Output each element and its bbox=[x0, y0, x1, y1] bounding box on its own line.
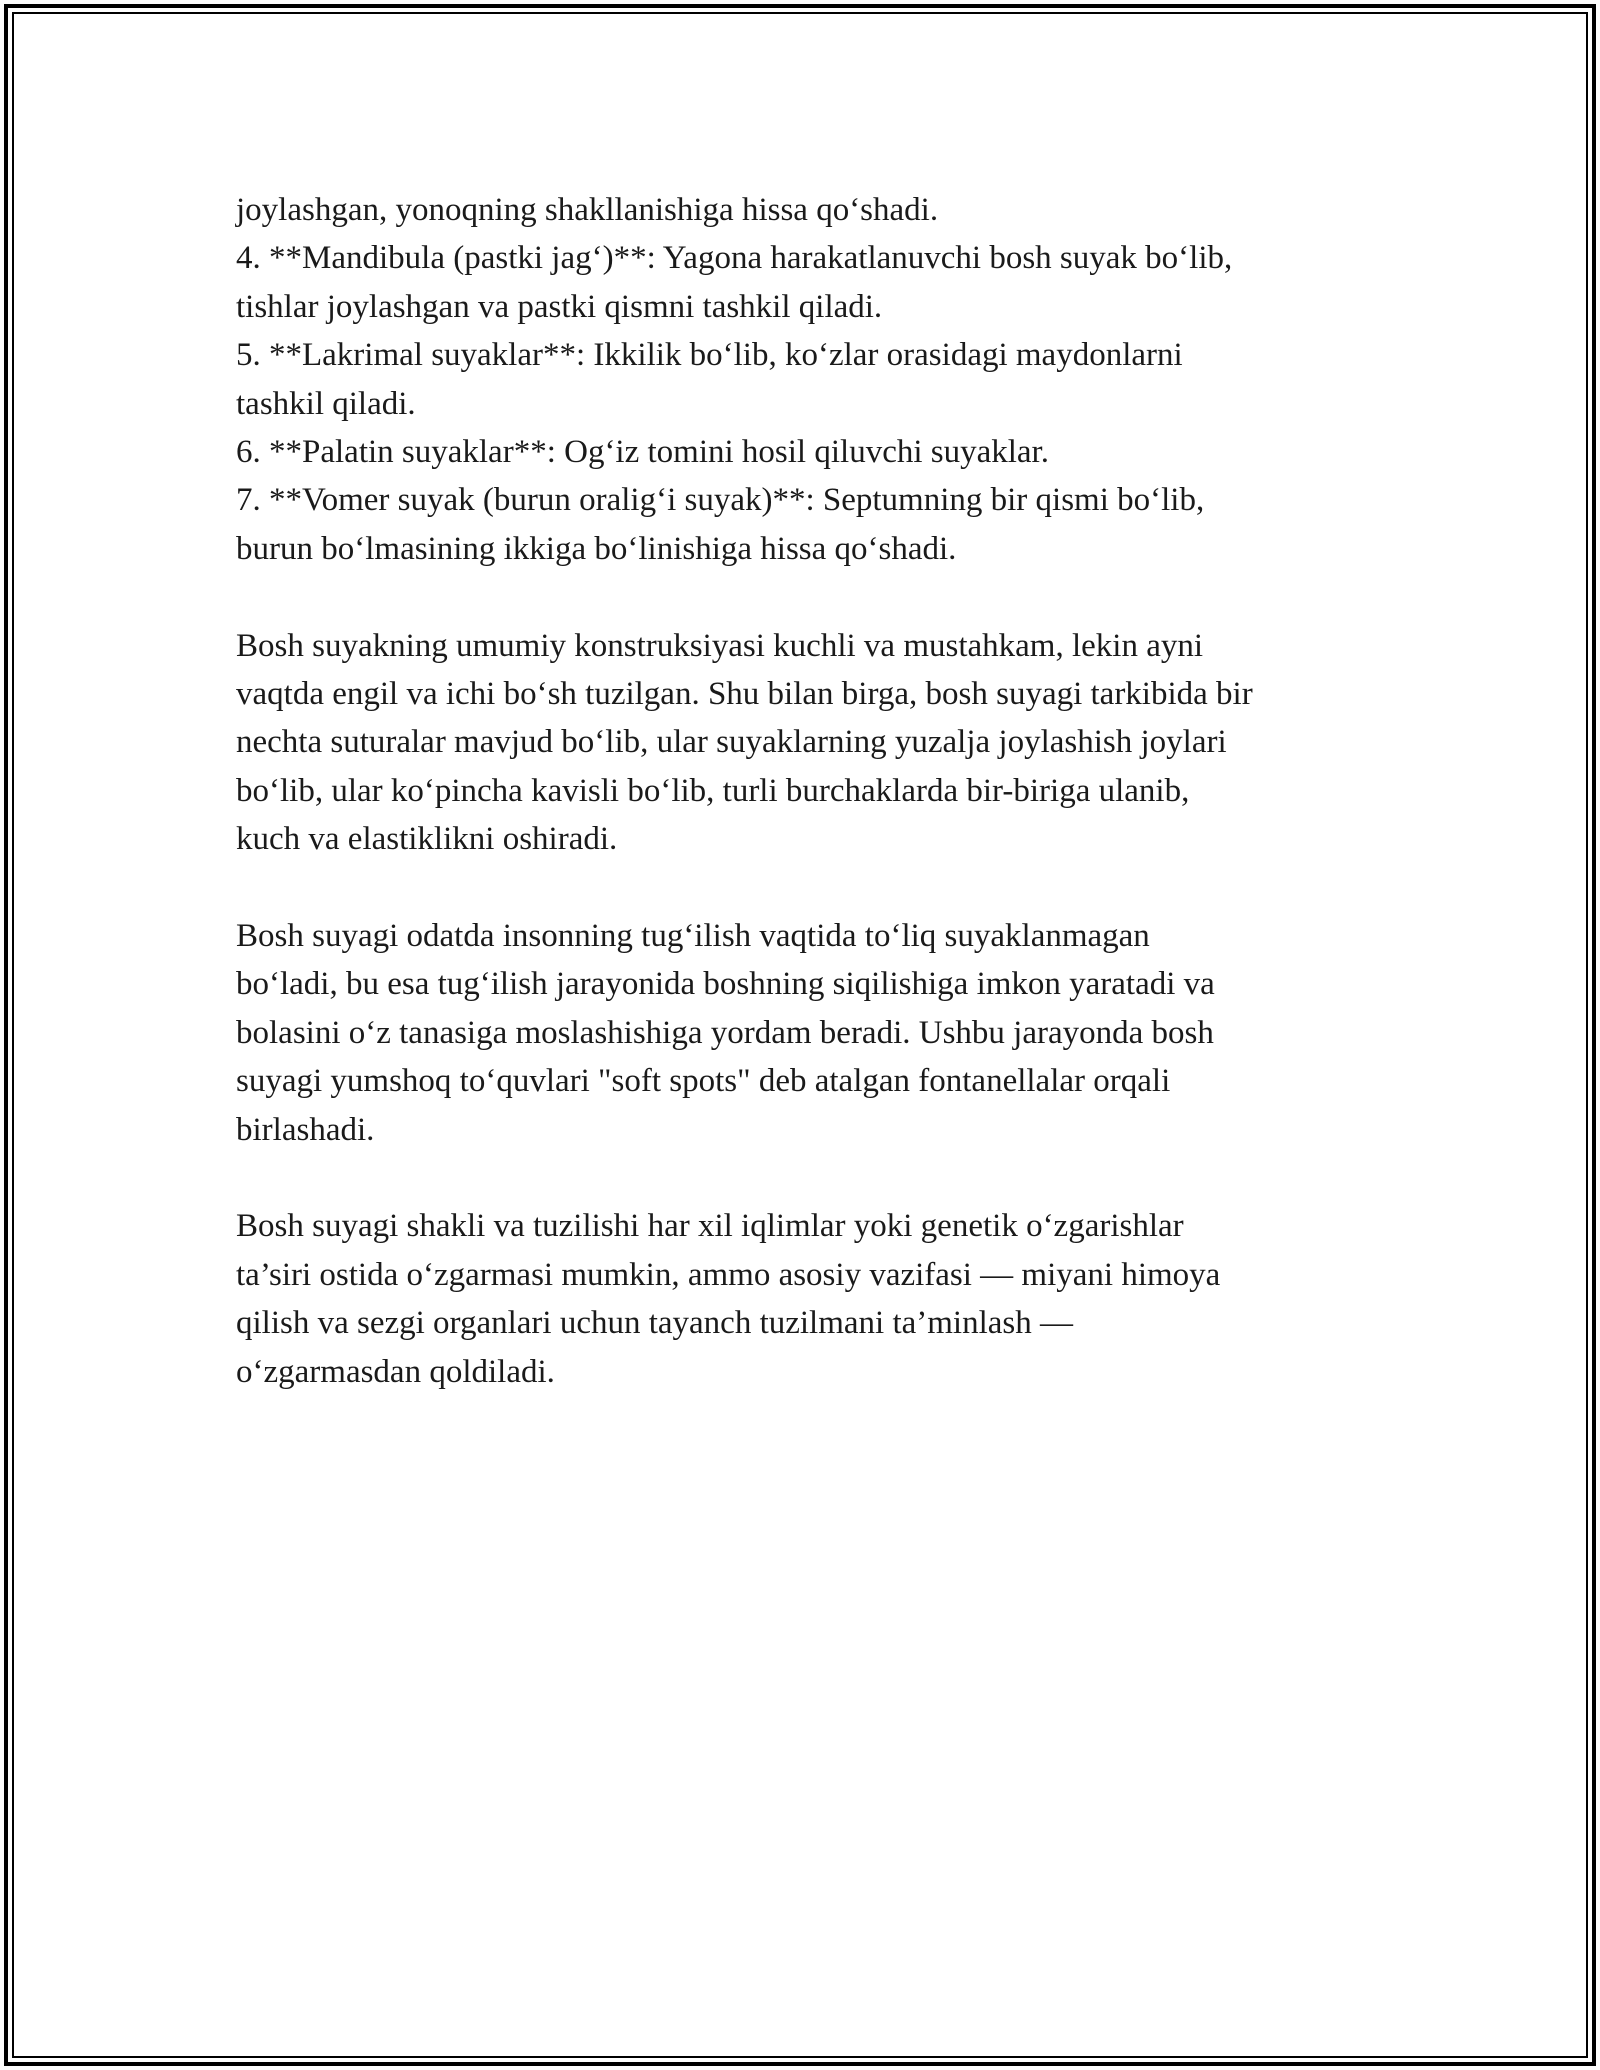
text-line: kuch va elastiklikni oshiradi. bbox=[236, 821, 618, 858]
paragraph-gap bbox=[236, 573, 1416, 621]
text-line: qilish va sezgi organlari uchun tayanch tuzilmani ta’minlash — bbox=[236, 1305, 1074, 1342]
text-line: bolasini o‘z tanasiga moslashishiga yordam beradi. Ushbu jarayonda bosh bbox=[236, 1014, 1214, 1051]
text-line: 5. **Lakrimal suyaklar**: Ikkilik bo‘lib, ko‘zlar orasidagi maydonlarni bbox=[236, 337, 1183, 374]
text-line: ta’siri ostida o‘zgarmasi mumkin, ammo asosiy vazifasi — miyani himoya bbox=[236, 1256, 1221, 1293]
text-line: bo‘ladi, bu esa tug‘ilish jarayonida boshning siqilishiga imkon yaratadi va bbox=[236, 966, 1215, 1003]
text-line: 4. **Mandibula (pastki jag‘)**: Yagona harakatlanuvchi bosh suyak bo‘lib, bbox=[236, 240, 1233, 277]
paragraph-gap bbox=[236, 864, 1416, 912]
text-line: Bosh suyagi shakli va tuzilishi har xil iqlimlar yoki genetik o‘zgarishlar bbox=[236, 1208, 1184, 1245]
text-line: suyagi yumshoq to‘quvlari "soft spots" deb atalgan fontanellalar orqali bbox=[236, 1063, 1171, 1100]
text-line: Bosh suyagi odatda insonning tug‘ilish vaqtida to‘liq suyaklanmagan bbox=[236, 918, 1150, 955]
text-line: vaqtda engil va ichi bo‘sh tuzilgan. Shu bilan birga, bosh suyagi tarkibida bir bbox=[236, 676, 1253, 713]
text-line: tashkil qiladi. bbox=[236, 385, 416, 422]
text-line: 7. **Vomer suyak (burun oralig‘i suyak)**: Septumning bir qismi bo‘lib, bbox=[236, 482, 1205, 519]
text-line: tishlar joylashgan va pastki qismni tashkil qiladi. bbox=[236, 288, 883, 325]
text-line: birlashadi. bbox=[236, 1111, 375, 1148]
text-line: nechta suturalar mavjud bo‘lib, ular suyaklarning yuzalja joylashish joylari bbox=[236, 724, 1227, 761]
text-line: joylashgan, yonoqning shakllanishiga hissa qo‘shadi. bbox=[236, 192, 939, 228]
text-line: burun bo‘lmasining ikkiga bo‘linishiga hissa qo‘shadi. bbox=[236, 530, 957, 567]
text-line: Bosh suyakning umumiy konstruksiyasi kuchli va mustahkam, lekin ayni bbox=[236, 627, 1204, 664]
text-line: o‘zgarmasdan qoldiladi. bbox=[236, 1353, 555, 1390]
document-body bbox=[236, 186, 1416, 1396]
text-line: 6. **Palatin suyaklar**: Og‘iz tomini hosil qiluvchi suyaklar. bbox=[236, 434, 1049, 471]
paragraph-gap bbox=[236, 1154, 1416, 1202]
text-line: bo‘lib, ular ko‘pincha kavisli bo‘lib, turli burchaklarda bir-biriga ulanib, bbox=[236, 772, 1190, 809]
